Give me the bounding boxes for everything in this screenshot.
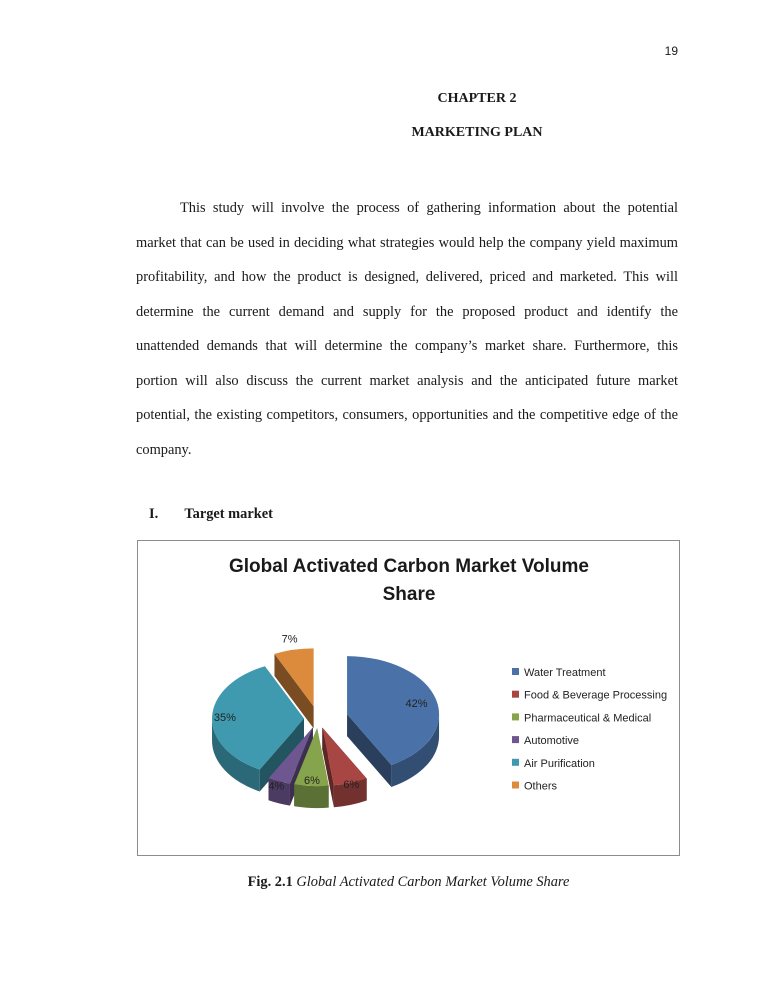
legend-label-0: Water Treatment (524, 667, 606, 679)
slice-label-4: 35% (213, 712, 236, 725)
intro-paragraph: This study will involve the process of gathering information about the potential market that can be used in deciding what strategies would help the company yield maximum profitability, and how the product is designed, delivered, priced and marketed. This will determine the current demand and supply for the proposed product and identify the unattended demands that will determine the company’s market share. Furthermore, this portion will also discuss the current market analysis and the anticipated future market potential, the existing competitors, consumers, opportunities and the competitive edge of the company. (136, 200, 678, 458)
legend-swatch-5 (512, 782, 519, 789)
legend-swatch-0 (512, 668, 519, 675)
slice-label-1: 6% (343, 778, 360, 791)
section-number: I. (149, 506, 159, 522)
chart-title-line-2: Share (382, 584, 436, 605)
legend-label-2: Pharmaceutical & Medical (524, 712, 652, 725)
legend-label-1: Food & Beverage Processing (524, 689, 668, 702)
slice-label-0: 42% (405, 697, 428, 710)
chapter-title: MARKETING PLAN (411, 125, 543, 140)
page-number: 19 (664, 44, 678, 58)
caption-text: Global Activated Carbon Market Volume Share (296, 874, 570, 890)
chart-title-line-1: Global Activated Carbon Market Volume (228, 556, 590, 577)
legend-label-4: Air Purification (524, 757, 595, 770)
figure-caption (137, 874, 680, 891)
legend-swatch-1 (512, 691, 519, 698)
slice-label-5: 7% (281, 633, 298, 646)
caption-number: Fig. 2.1 (247, 874, 293, 890)
legend-swatch-2 (512, 713, 519, 720)
legend-swatch-4 (512, 759, 519, 766)
legend-label-5: Others (524, 780, 558, 793)
section-title: Target market (184, 506, 273, 522)
chart-legend (512, 667, 667, 793)
legend-swatch-3 (512, 736, 519, 743)
pie-slice-0 (347, 656, 439, 787)
slice-label-2: 6% (303, 775, 320, 788)
slice-label-3: 4% (268, 780, 285, 793)
chapter-heading: CHAPTER 2 (437, 91, 517, 106)
legend-label-3: Automotive (524, 735, 580, 748)
section-heading (149, 506, 273, 523)
pie-chart (137, 540, 680, 856)
pie-chart-svg (138, 541, 681, 857)
pie-slices (212, 633, 439, 808)
